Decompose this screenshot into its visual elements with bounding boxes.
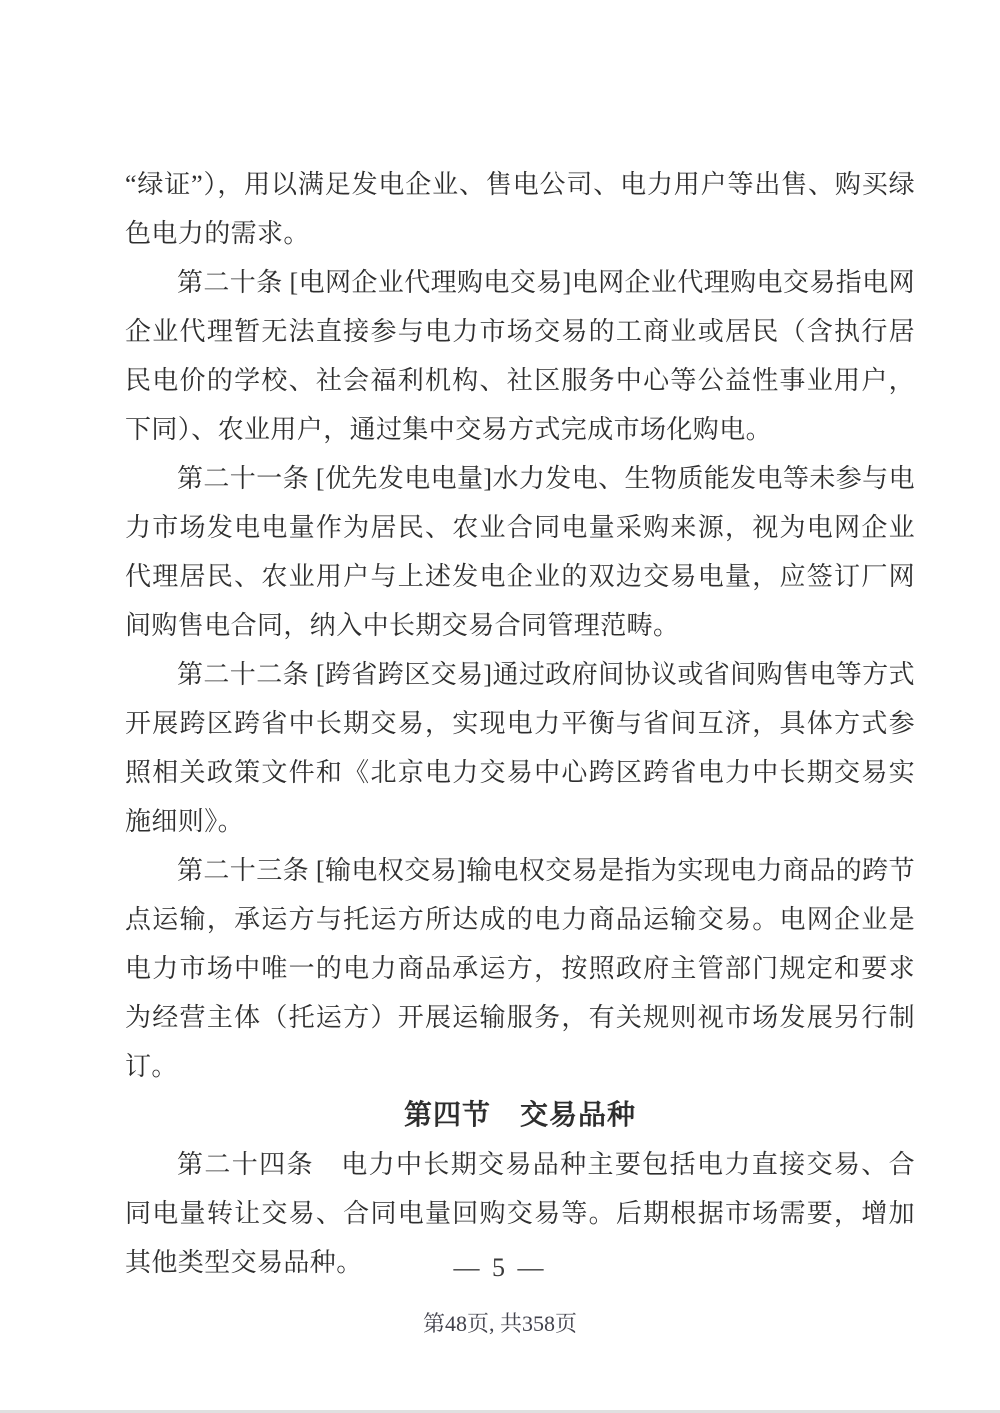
paragraph-article-22: 第二十二条 [跨省跨区交易]通过政府间协议或省间购售电等方式开展跨区跨省中长期交易，实现电力平衡与省间互济，具体方式参照相关政策文件和《北京电力交易中心跨区跨省电力中长期交易实施细则》。 <box>125 660 915 836</box>
section-heading: 第四节 交易品种 <box>403 1100 636 1131</box>
document-body <box>125 160 915 1287</box>
paragraph-article-20: 第二十条 [电网企业代理购电交易]电网企业代理购电交易指电网企业代理暂无法直接参与电力市场交易的工商业或居民（含执行居民电价的学校、社会福利机构、社区服务中心等公益性事业用户，下同）、农业用户，通过集中交易方式完成市场化购电。 <box>125 268 915 444</box>
paragraph-article-23: 第二十三条 [输电权交易]输电权交易是指为实现电力商品的跨节点运输，承运方与托运方所达成的电力商品运输交易。电网企业是电力市场中唯一的电力商品承运方，按照政府主管部门规定和要求为经营主体（托运方）开展运输服务，有关规则视市场发展另行制订。 <box>125 856 915 1081</box>
paragraph-article-24: 第二十四条 电力中长期交易品种主要包括电力直接交易、合同电量转让交易、合同电量回购交易等。后期根据市场需要，增加其他类型交易品种。 <box>125 1150 915 1277</box>
paragraph-article-21: 第二十一条 [优先发电电量]水力发电、生物质能发电等未参与电力市场发电电量作为居民、农业合同电量采购来源，视为电网企业代理居民、农业用户与上述发电企业的双边交易电量，应签订厂网间购售电合同，纳入中长期交易合同管理范畴。 <box>125 464 915 640</box>
paragraph-continuation: “绿证”），用以满足发电企业、售电公司、电力用户等出售、购买绿色电力的需求。 <box>125 170 915 248</box>
page-footer-info: 第48页, 共358页 <box>422 1311 577 1336</box>
page-number: — 5 — <box>453 1253 547 1282</box>
